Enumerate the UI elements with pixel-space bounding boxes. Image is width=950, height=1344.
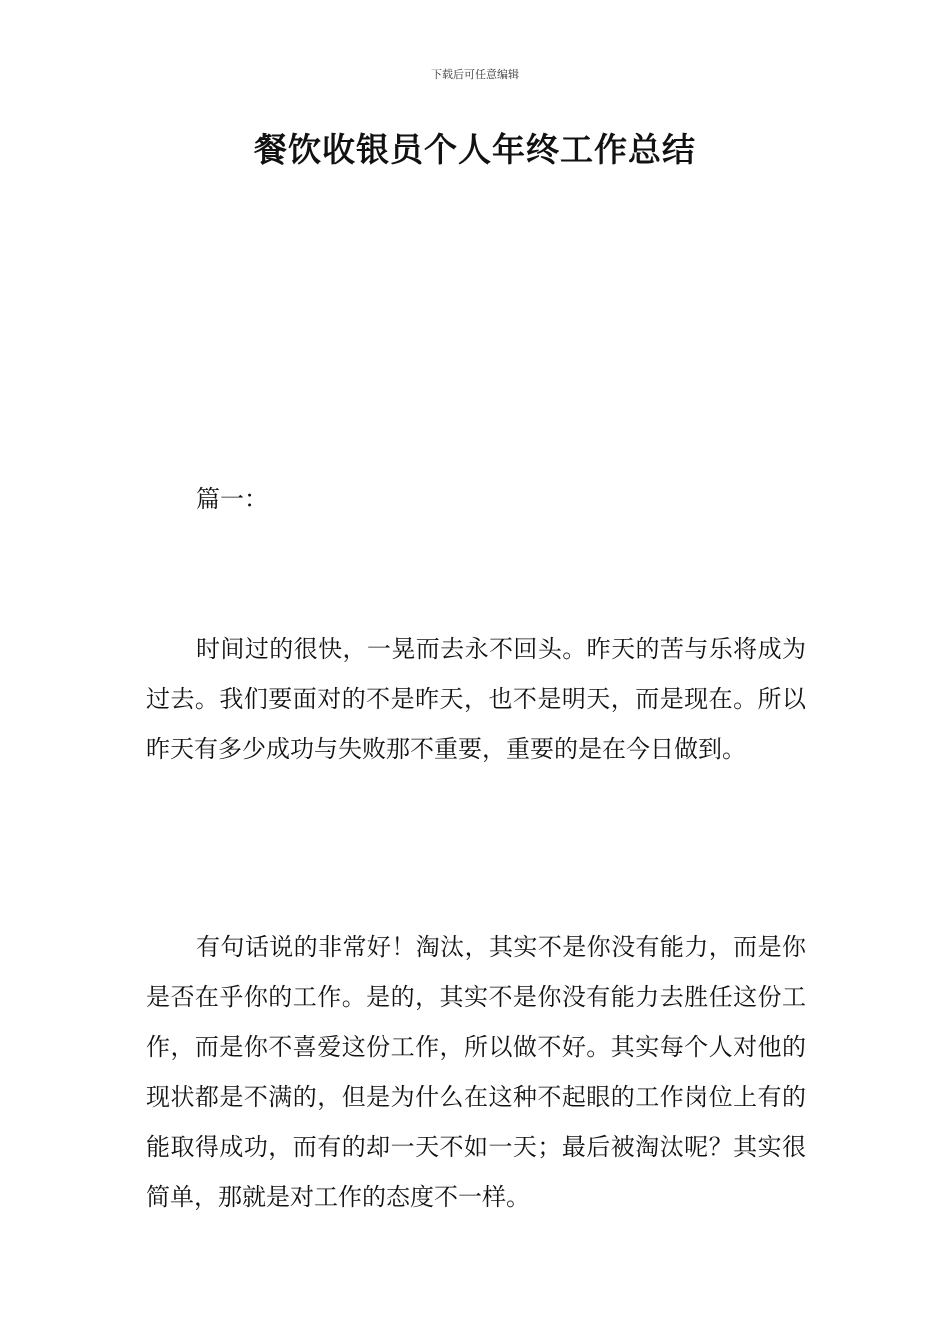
paragraph-2: 有句话说的非常好！淘汰，其实不是你没有能力，而是你是否在乎你的工作。是的，其实不是你没有能力去胜任这份工作，而是你不喜爱这份工作，所以做不好。其实每个人对他的现状都是不满的，但是为什么在这种不起眼的工作岗位上有的能取得成功，而有的却一天不如一天；最后被淘汰呢？其实很简单，那就是对工作的态度不一样。 bbox=[146, 933, 806, 1211]
section-label: 篇一： bbox=[196, 485, 268, 513]
header-note: 下载后可任意编辑 bbox=[431, 68, 519, 81]
paragraph-1: 时间过的很快，一晃而去永不回头。昨天的苦与乐将成为过去。我们要面对的不是昨天，也不是明天，而是现在。所以昨天有多少成功与失败那不重要，重要的是在今日做到。 bbox=[146, 635, 806, 763]
document-title: 餐饮收银员个人年终工作总结 bbox=[254, 130, 696, 169]
